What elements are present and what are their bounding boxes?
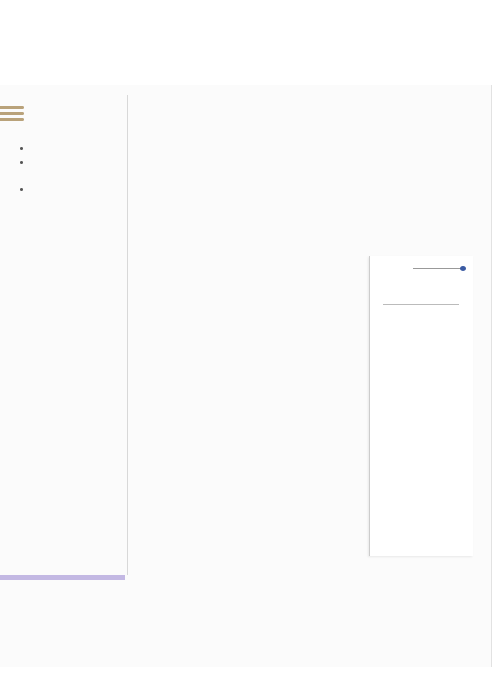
pin-head-icon: [460, 266, 466, 271]
skill-level: [31, 111, 35, 129]
divider: [383, 304, 459, 305]
footer-bar: [0, 575, 125, 580]
sidebar-divider: [127, 95, 128, 575]
bullet-icon: [20, 188, 23, 191]
pattern-column-2: [262, 260, 362, 266]
pin-icon: [413, 268, 463, 269]
bullet-icon: [20, 161, 23, 164]
special-stitches-card: [369, 256, 473, 556]
bullet-icon: [20, 147, 23, 150]
stitch-chart: [129, 262, 259, 354]
